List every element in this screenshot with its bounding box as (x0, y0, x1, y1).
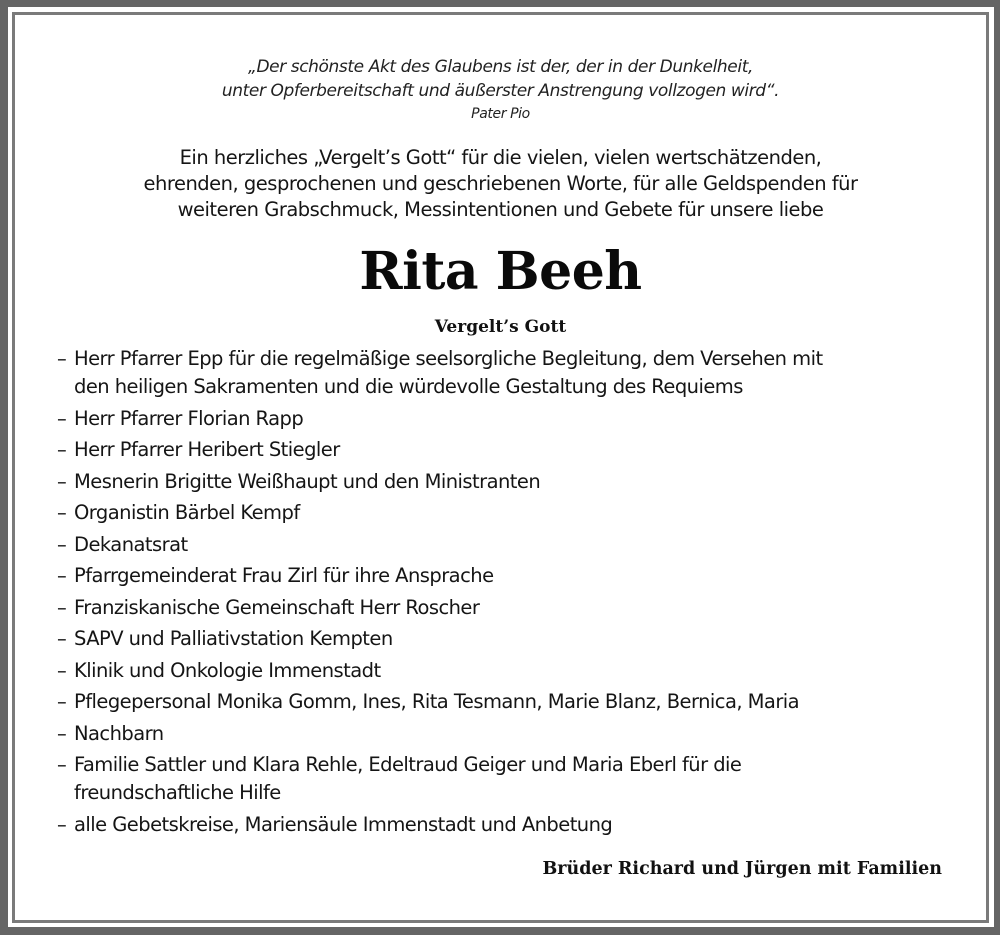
obituary-notice (15, 15, 986, 920)
deceased-name: Rita Beeh (359, 241, 642, 302)
list-item: – Dekanatsrat (57, 531, 956, 559)
list-item: – Organistin Bärbel Kempf (57, 499, 956, 527)
subheading: Vergelt’s Gott (434, 317, 567, 337)
acknowledgement-list (57, 345, 956, 842)
list-item: – Klinik und Onkologie Immenstadt (57, 657, 956, 685)
quote-line-1: „Der schönste Akt des Glaubens ist der, der in der Dunkelheit, (248, 57, 753, 77)
dash-bullet: – (57, 627, 67, 650)
thanks-line-1: Ein herzliches „Vergelt’s Gott“ für die vielen, vielen wertschätzenden, (179, 146, 822, 169)
thanks-line-2: ehrenden, gesprochenen und geschriebenen Worte, für alle Geldspenden für (143, 172, 858, 195)
dash-bullet: – (57, 595, 67, 619)
list-item: – Mesnerin Brigitte Weißhaupt und den Ministranten (57, 468, 956, 496)
quote-line-2: unter Opferbereitschaft und äußerster Anstrengung vollzogen wird“. (221, 81, 780, 101)
dash-bullet: – (57, 812, 67, 836)
thanks-paragraph (15, 145, 986, 223)
dash-bullet: – (57, 658, 67, 682)
list-item: – Herr Pfarrer Heribert Stiegler (57, 436, 956, 464)
dash-bullet: – (57, 564, 67, 587)
quote-author: Pater Pio (471, 106, 530, 122)
dash-bullet: – (57, 469, 67, 493)
list-item: – Familie Sattler und Klara Rehle, Edeltraud Geiger und Maria Eberl für die freundschaftliche Hilfe (57, 753, 742, 804)
list-item: – Nachbarn (57, 720, 956, 748)
list-item: – Herr Pfarrer Epp für die regelmäßige seelsorgliche Begleitung, dem Versehen mit den heiligen Sakramenten und die würdevolle Gestaltung des Requiems (57, 347, 823, 398)
dash-bullet: – (57, 721, 67, 745)
dash-bullet: – (57, 501, 67, 524)
list-item: – alle Gebetskreise, Mariensäule Immenstadt und Anbetung (57, 811, 956, 839)
list-item: – Pfarrgemeinderat Frau Zirl für ihre Ansprache (57, 562, 956, 590)
list-item: – SAPV und Palliativstation Kempten (57, 625, 956, 653)
list-item: – Franziskanische Gemeinschaft Herr Roscher (57, 594, 956, 622)
dash-bullet: – (57, 753, 67, 776)
dash-bullet: – (57, 690, 67, 713)
dash-bullet: – (57, 532, 67, 556)
dash-bullet: – (57, 406, 67, 430)
list-item: – Pflegepersonal Monika Gomm, Ines, Rita Tesmann, Marie Blanz, Bernica, Maria (57, 688, 956, 716)
dash-bullet: – (57, 438, 67, 461)
thanks-line-3: weiteren Grabschmuck, Messintentionen und Gebete für unsere liebe (177, 198, 824, 221)
quote-block (15, 55, 986, 125)
list-item: – Herr Pfarrer Florian Rapp (57, 405, 956, 433)
dash-bullet: – (57, 347, 67, 370)
signature: Brüder Richard und Jürgen mit Familien (542, 859, 942, 879)
